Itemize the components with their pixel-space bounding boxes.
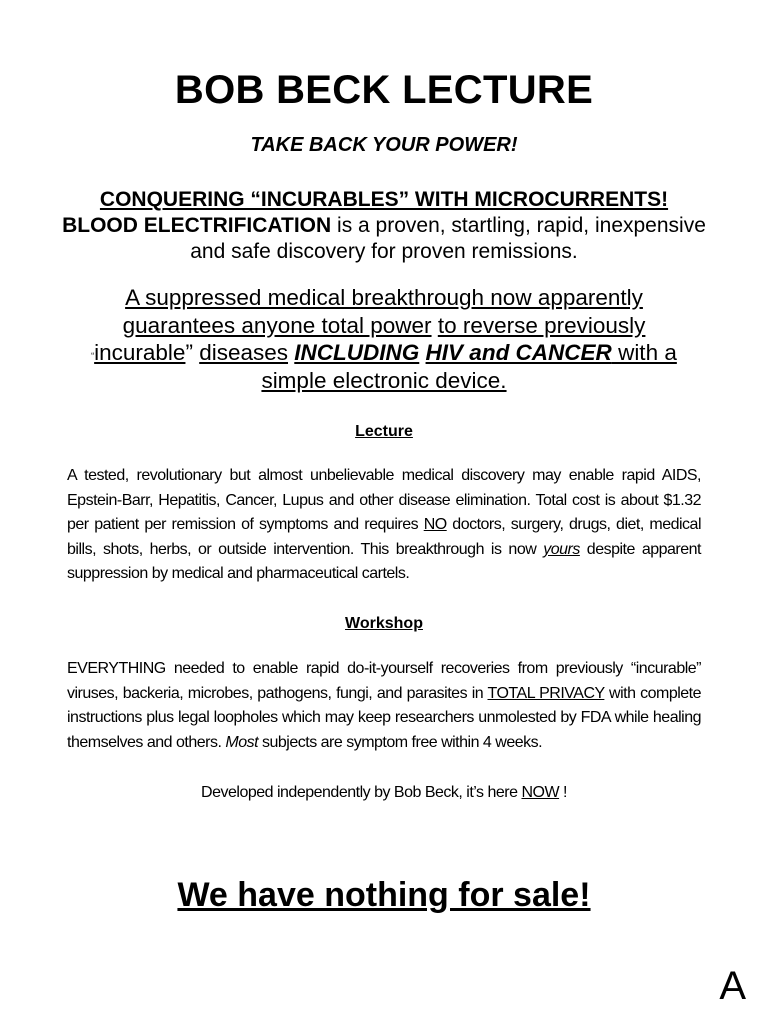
breakthrough-block — [70, 284, 698, 394]
developed-line — [0, 784, 768, 802]
blood-electrification-label: BLOOD ELECTRIFICATION — [62, 214, 332, 237]
page-corner-letter: A — [719, 964, 746, 1008]
workshop-text-b: with complete instructions plus legal loopholes which may keep researchers unmolested by FDA while healing themselves and others. — [67, 684, 702, 751]
workshop-total-privacy: TOTAL PRIVACY — [487, 684, 605, 702]
breakthrough-incurable: incurable — [94, 340, 186, 365]
conquer-description: is a proven, startling, rapid, inexpensive and safe discovery for proven remissions. — [190, 214, 706, 263]
workshop-most: Most — [225, 733, 259, 751]
lecture-text-a: A tested, revolutionary but almost unbelievable medical discovery may enable rapid AIDS, Epstein-Barr, Hepatitis, Cancer, Lupus and other disease elimination. Total cost is about $1.32 per patient per remission of symptoms and requires — [67, 467, 701, 533]
lecture-text-c: despite apparent suppression by medical and pharmaceutical cartels. — [67, 540, 702, 582]
developed-now: NOW — [521, 784, 560, 801]
breakthrough-hiv-cancer: HIV and CANCER — [425, 340, 612, 365]
breakthrough-text-1: A suppressed medical breakthrough now apparently guarantees anyone total power — [122, 285, 643, 338]
workshop-heading: Workshop — [345, 615, 423, 632]
developed-text-b: ! — [559, 784, 567, 801]
lecture-yours: yours — [543, 540, 580, 558]
breakthrough-diseases: diseases — [199, 340, 289, 365]
breakthrough-text-3: with a simple electronic device. — [261, 340, 677, 393]
developed-text-a: Developed independently by Bob Beck, it’s here — [201, 784, 522, 801]
page-title: BOB BECK LECTURE — [174, 68, 594, 112]
nothing-for-sale-heading: We have nothing for sale! — [177, 876, 591, 914]
breakthrough-close-quote: ” — [185, 340, 200, 365]
breakthrough-text-2: to reverse previously — [437, 312, 646, 338]
tiny-open-quote: “ — [91, 351, 95, 361]
tagline: TAKE BACK YOUR POWER! — [250, 134, 518, 156]
lecture-heading: Lecture — [355, 423, 413, 440]
workshop-paragraph — [67, 657, 701, 755]
breakthrough-including: INCLUDING — [294, 340, 420, 365]
conquer-heading: CONQUERING “INCURABLES” WITH MICROCURRENTS! — [99, 188, 669, 211]
lecture-text-b: doctors, surgery, drugs, diet, medical bills, shots, herbs, or outside intervention. This breakthrough is now — [67, 516, 702, 558]
conquer-block — [60, 187, 708, 265]
lecture-no: NO — [423, 516, 447, 533]
workshop-text-a: EVERYTHING needed to enable rapid do-it-yourself recoveries from previously “incurable” viruses, backeria, microbes, pathogens, fungi, and parasites in — [67, 660, 701, 702]
workshop-text-c: subjects are symptom free within 4 weeks. — [258, 733, 543, 751]
lecture-paragraph — [67, 464, 701, 587]
